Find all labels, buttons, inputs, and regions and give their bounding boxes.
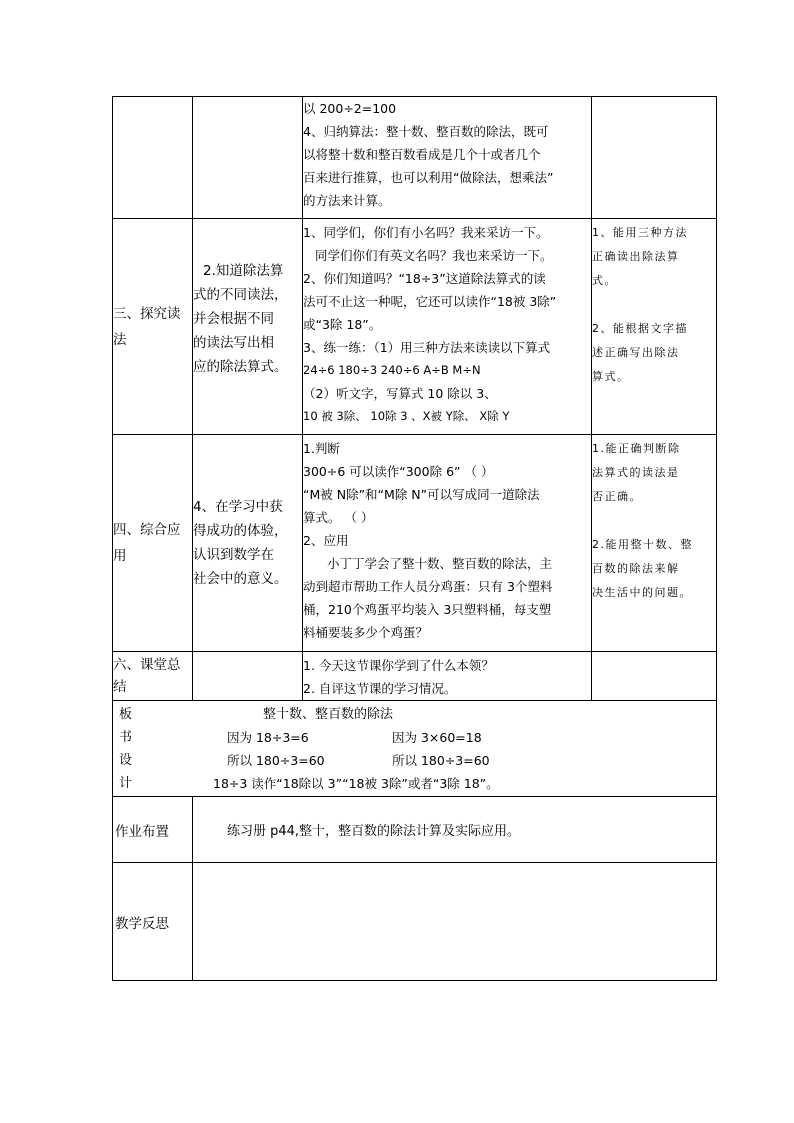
goal-cell xyxy=(193,219,303,435)
content-line: 2、应用 xyxy=(303,533,349,548)
eval-line: 算式。 xyxy=(592,370,630,383)
row-homework xyxy=(113,797,717,863)
goal-line: 认识到数学在 xyxy=(193,547,274,563)
content-cell xyxy=(303,435,592,652)
content-cell xyxy=(303,219,592,435)
stage-label: 四、综合应 xyxy=(113,522,181,538)
content-line: “M被 N除”和“M除 N”可以写成同一道除法 xyxy=(303,487,540,502)
stage-label: 法 xyxy=(113,331,127,348)
eval-spacer xyxy=(592,509,716,533)
row-reading xyxy=(113,219,717,435)
board-left: 所以 180÷3=60 xyxy=(227,753,325,768)
goal-line: 4、在学习中获 xyxy=(193,499,283,515)
eval-line: 式。 xyxy=(592,274,617,287)
goal-line: 社会中的意义。 xyxy=(193,571,288,587)
eval-line: 述正确写出除法 xyxy=(592,346,680,359)
stage-label: 三、探究读 xyxy=(113,305,181,322)
content-line: （2）听文字，写算式 10 除以 3、 xyxy=(303,386,497,401)
eval-line: 1、能用三种方法 xyxy=(592,226,688,239)
goal-line: 并会根据不同 xyxy=(193,311,274,327)
content-line: 4、归纳算法：整十数、整百数的除法，既可 xyxy=(303,124,549,139)
board-cell xyxy=(113,701,717,797)
board-left: 因为 18÷3=6 xyxy=(227,730,309,745)
eval-line: 否正确。 xyxy=(592,490,642,503)
content-line: 3、练一练：（1）用三种方法来读读以下算式 xyxy=(303,340,551,355)
row-apply xyxy=(113,435,717,652)
reflection-label: 教学反思 xyxy=(115,915,169,932)
board-content xyxy=(133,703,716,795)
homework-content: 练习册 p44,整十，整百数的除法计算及实际应用。 xyxy=(227,824,521,839)
goal-line: 的读法写出相 xyxy=(193,335,274,351)
eval-cell xyxy=(592,435,717,652)
board-line xyxy=(133,726,716,749)
goal-line: 式的不同读法， xyxy=(193,287,288,303)
goal-cell-empty xyxy=(193,97,303,219)
stage-label: 用 xyxy=(113,548,127,564)
content-line: 法可不止这一种呢，它还可以读作“18被 3除” xyxy=(303,294,557,309)
content-line: 动到超市帮助工作人员分鸡蛋：只有 3个塑料 xyxy=(303,579,553,594)
eval-line: 正确读出除法算 xyxy=(592,250,680,263)
content-cell xyxy=(303,652,592,701)
goal-line: 得成功的体验， xyxy=(193,523,288,539)
content-line: 1、同学们，你们有小名吗？我来采访一下。 xyxy=(303,225,549,240)
goal-line: 应的除法算式。 xyxy=(193,359,288,375)
board-right: 因为 3×60=18 xyxy=(392,730,482,745)
stage-cell xyxy=(113,435,193,652)
content-line: 桶，210个鸡蛋平均装入 3只塑料桶，每支塑 xyxy=(303,602,552,617)
content-line: 料桶要装多少个鸡蛋？ xyxy=(303,625,429,640)
board-label: 设 xyxy=(119,753,133,768)
board-layout xyxy=(113,703,716,795)
eval-line: 百数的除法来解 xyxy=(592,562,680,575)
board-title: 整十数、整百数的除法 xyxy=(263,707,394,722)
row-continued xyxy=(113,97,717,219)
board-right: 所以 180÷3=60 xyxy=(392,753,490,768)
content-line: 以 200÷2=100 xyxy=(303,101,397,116)
homework-label-cell xyxy=(113,797,193,863)
board-label: 书 xyxy=(119,730,133,745)
homework-label: 作业布置 xyxy=(115,823,169,840)
content-line: 1.判断 xyxy=(303,441,340,456)
stage-cell-empty xyxy=(113,97,193,219)
row-reflection xyxy=(113,863,717,981)
lesson-plan-table xyxy=(112,96,717,981)
stage-label: 结 xyxy=(113,679,127,695)
goal-cell xyxy=(193,435,303,652)
content-cell xyxy=(303,97,592,219)
goal-cell-empty xyxy=(193,652,303,701)
content-line: 的方法来计算。 xyxy=(303,193,391,208)
board-label: 计 xyxy=(119,776,133,791)
board-label: 板 xyxy=(119,707,133,722)
eval-cell xyxy=(592,219,717,435)
stage-cell xyxy=(113,219,193,435)
content-line: 同学们你们有英文名吗？我也来采访一下。 xyxy=(315,248,553,263)
content-line: 2、你们知道吗？“18÷3”这道除法算式的读 xyxy=(303,271,546,286)
row-summary xyxy=(113,652,717,701)
eval-line: 2.能用整十数、整 xyxy=(592,538,693,551)
content-line: 或“3除 18”。 xyxy=(303,317,382,332)
content-line: 以将整十数和整百数看成是几个十或者几个 xyxy=(303,147,541,162)
goal-line: 2.知道除法算 xyxy=(203,263,284,279)
homework-content-cell xyxy=(193,797,717,863)
eval-line: 2、能根据文字描 xyxy=(592,322,688,335)
board-labels xyxy=(113,703,133,795)
board-note: 18÷3 读作“18除以 3”“18被 3除”或者“3除 18”。 xyxy=(213,776,499,791)
content-line: 24÷6 180÷3 240÷6 A÷B M÷N xyxy=(303,363,481,377)
eval-line: 决生活中的问题。 xyxy=(592,586,692,599)
reflection-label-cell xyxy=(113,863,193,981)
content-line: 2. 自评这节课的学习情况。 xyxy=(303,681,457,696)
row-board xyxy=(113,701,717,797)
reflection-content-cell xyxy=(193,863,717,981)
eval-line: 法算式的读法是 xyxy=(592,466,680,479)
content-line: 10 被 3除、 10除 3 、X被 Y除、 X除 Y xyxy=(303,409,510,423)
content-line: 小丁丁学会了整十数、整百数的除法，主 xyxy=(327,556,553,571)
eval-line: 1.能正确判断除 xyxy=(592,442,681,455)
content-line: 算式。 （ ） xyxy=(303,510,374,525)
eval-cell-empty xyxy=(592,97,717,219)
eval-cell-empty xyxy=(592,652,717,701)
content-line: 300÷6 可以读作“300除 6” （ ） xyxy=(303,464,494,479)
stage-cell xyxy=(113,652,193,701)
board-line xyxy=(133,749,716,772)
stage-label: 六、课堂总 xyxy=(113,657,181,673)
content-line: 1. 今天这节课你学到了什么本领？ xyxy=(303,658,494,673)
eval-spacer xyxy=(592,293,716,317)
content-line: 百来进行推算，也可以利用“做除法，想乘法” xyxy=(303,170,554,185)
